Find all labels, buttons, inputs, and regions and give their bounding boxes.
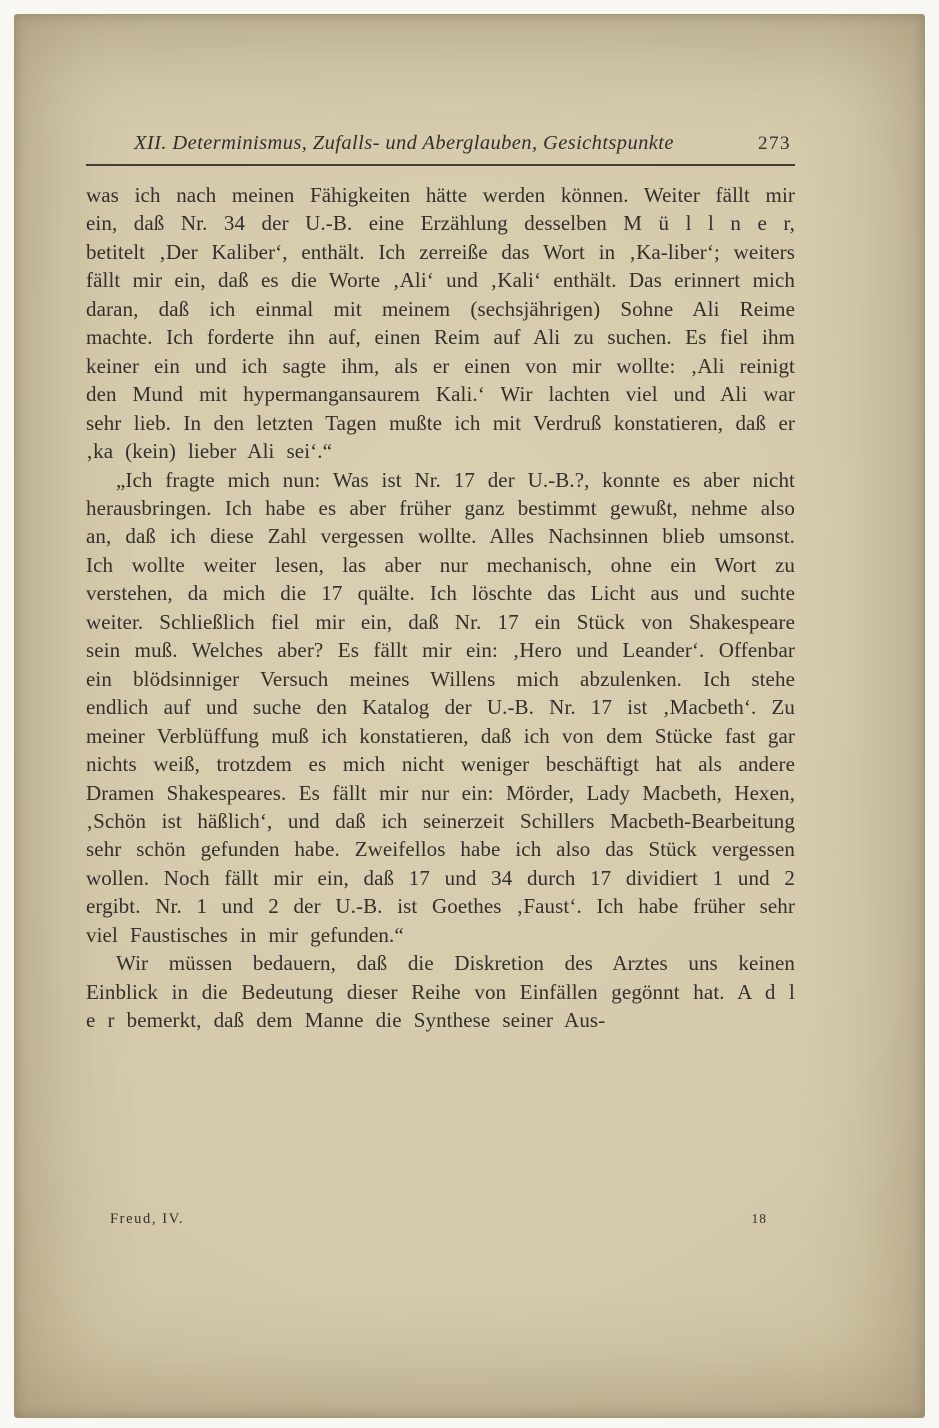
paragraph: Wir müssen bedauern, daß die Diskretion des Arztes uns keinen Einblick in die Bedeutung dieser Reihe von Einfällen gegönnt hat. A d l e r bemerkt, daß dem Manne die Synthese seiner Aus- [86, 951, 795, 1033]
book-page [14, 14, 925, 1418]
page-content [86, 132, 795, 1035]
text-block [86, 181, 795, 1035]
paragraph: „Ich fragte mich nun: Was ist Nr. 17 der U.-B.?, konnte es aber nicht herausbringen. Ich habe es aber früher ganz bestimmt gewußt, nehme also an, daß ich diese Zahl vergessen wollte. Alles Nachsinnen blieb umsonst. Ich wollte weiter lesen, las aber nur mechanisch, ohne ein Wort zu verstehen, da mich die 17 quälte. Ich löschte das Licht aus und suchte weiter. Schließlich fiel mir ein, daß Nr. 17 ein Stück von Shakespeare sein muß. Welches aber? Es fällt mir ein: ‚Hero und Leander‘. Offenbar ein blödsinniger Versuch meines Willens mich abzulenken. Ich stehe endlich auf und suche den Katalog der U.-B. Nr. 17 ist ‚Macbeth‘. Zu meiner Verblüffung muß ich konstatieren, daß ich von dem Stücke fast gar nichts weiß, trotzdem es mich nicht weniger beschäftigt hat als andere Dramen Shakespeares. Es fällt mir nur ein: Mörder, Lady Macbeth, Hexen, ‚Schön ist häßlich‘, und daß ich seinerzeit Schillers Macbeth-Bearbeitung sehr schön gefunden habe. Zweifellos habe ich also das Stück vergessen wollen. Noch fällt mir ein, daß 17 und 34 durch 17 dividiert 1 und 2 ergibt. Nr. 1 und 2 der U.-B. ist Goethes ‚Faust‘. Ich habe früher sehr viel Faustisches in mir gefunden.“ [86, 467, 795, 947]
page-number: 273 [758, 133, 791, 154]
page-footer [86, 1211, 795, 1228]
header-rule [86, 164, 795, 166]
sheet-number: 18 [751, 1211, 767, 1226]
running-header [86, 132, 795, 155]
volume-signature: Freud, IV. [110, 1211, 185, 1227]
paragraph: was ich nach meinen Fähigkeiten hätte werden können. Weiter fällt mir ein, daß Nr. 34 der U.-B. eine Erzählung desselben M ü l l n e r, betitelt ‚Der Kaliber‘, enthält. Ich zerreiße das Wort in ‚Ka-liber‘; weiters fällt mir ein, daß es die Worte ‚Ali‘ und ‚Kali‘ enthält. Das erinnert mich daran, daß ich einmal mit meinem (sechsjährigen) Sohne Ali Reime machte. Ich forderte ihn auf, einen Reim auf Ali zu suchen. Es fiel ihm keiner ein und ich sagte ihm, als er einen von mir wollte: ‚Ali reinigt den Mund mit hypermangansaurem Kali.‘ Wir lachten viel und Ali war sehr lieb. In den letzten Tagen mußte ich mit Verdruß konstatieren, daß er ‚ka (kein) lieber Ali sei‘.“ [86, 183, 795, 464]
chapter-title: XII. Determinismus, Zufalls- und Aberglauben, Gesichtspunkte [134, 132, 674, 154]
